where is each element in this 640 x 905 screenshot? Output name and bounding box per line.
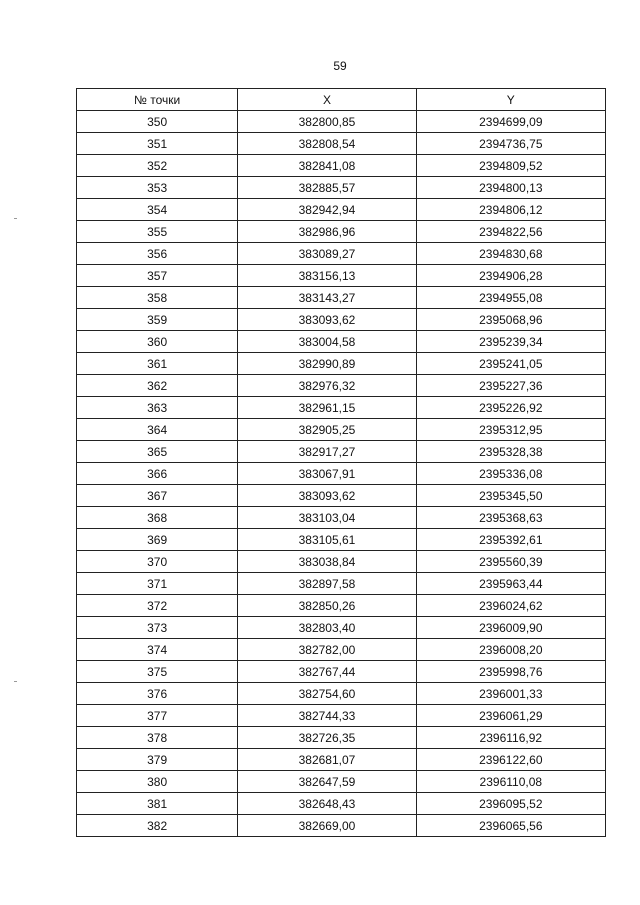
- point-number-cell: 354: [77, 199, 238, 221]
- x-coordinate-cell: 383143,27: [238, 287, 416, 309]
- y-coordinate-cell: 2395560,39: [416, 551, 605, 573]
- table-row: [77, 353, 606, 375]
- y-coordinate-cell: 2394906,28: [416, 265, 605, 287]
- page-number: 59: [333, 59, 347, 73]
- x-coordinate-cell: 382744,33: [238, 705, 416, 727]
- x-coordinate-cell: 382990,89: [238, 353, 416, 375]
- table-row: [77, 221, 606, 243]
- x-coordinate-cell: 382986,96: [238, 221, 416, 243]
- header-x: X: [238, 89, 416, 111]
- x-coordinate-cell: 382850,26: [238, 595, 416, 617]
- table-row: [77, 705, 606, 727]
- point-number-cell: 373: [77, 617, 238, 639]
- x-coordinate-cell: 383004,58: [238, 331, 416, 353]
- margin-mark: [14, 218, 17, 219]
- point-number-cell: 361: [77, 353, 238, 375]
- point-number-cell: 352: [77, 155, 238, 177]
- table-row: [77, 727, 606, 749]
- y-coordinate-cell: 2395998,76: [416, 661, 605, 683]
- x-coordinate-cell: 382754,60: [238, 683, 416, 705]
- table-row: [77, 639, 606, 661]
- point-number-cell: 374: [77, 639, 238, 661]
- table-row: [77, 111, 606, 133]
- y-coordinate-cell: 2394806,12: [416, 199, 605, 221]
- x-coordinate-cell: 382669,00: [238, 815, 416, 837]
- point-number-cell: 369: [77, 529, 238, 551]
- table-row: [77, 507, 606, 529]
- point-number-cell: 376: [77, 683, 238, 705]
- table-row: [77, 683, 606, 705]
- table-row: [77, 463, 606, 485]
- y-coordinate-cell: 2396008,20: [416, 639, 605, 661]
- table-row: [77, 397, 606, 419]
- x-coordinate-cell: 382885,57: [238, 177, 416, 199]
- x-coordinate-cell: 383093,62: [238, 309, 416, 331]
- x-coordinate-cell: 382681,07: [238, 749, 416, 771]
- margin-mark: [14, 681, 17, 682]
- x-coordinate-cell: 382647,59: [238, 771, 416, 793]
- point-number-cell: 365: [77, 441, 238, 463]
- table-row: [77, 419, 606, 441]
- y-coordinate-cell: 2395345,50: [416, 485, 605, 507]
- point-number-cell: 364: [77, 419, 238, 441]
- y-coordinate-cell: 2395336,08: [416, 463, 605, 485]
- table-body: [77, 111, 606, 837]
- point-number-cell: 356: [77, 243, 238, 265]
- table-row: [77, 793, 606, 815]
- table-row: [77, 133, 606, 155]
- point-number-cell: 372: [77, 595, 238, 617]
- y-coordinate-cell: 2394822,56: [416, 221, 605, 243]
- x-coordinate-cell: 382767,44: [238, 661, 416, 683]
- x-coordinate-cell: 382782,00: [238, 639, 416, 661]
- table-row: [77, 551, 606, 573]
- table-row: [77, 815, 606, 837]
- point-number-cell: 351: [77, 133, 238, 155]
- point-number-cell: 357: [77, 265, 238, 287]
- point-number-cell: 350: [77, 111, 238, 133]
- point-number-cell: 360: [77, 331, 238, 353]
- y-coordinate-cell: 2395226,92: [416, 397, 605, 419]
- point-number-cell: 380: [77, 771, 238, 793]
- y-coordinate-cell: 2395241,05: [416, 353, 605, 375]
- y-coordinate-cell: 2396122,60: [416, 749, 605, 771]
- x-coordinate-cell: 382808,54: [238, 133, 416, 155]
- x-coordinate-cell: 382841,08: [238, 155, 416, 177]
- point-number-cell: 363: [77, 397, 238, 419]
- point-number-cell: 381: [77, 793, 238, 815]
- x-coordinate-cell: 383103,04: [238, 507, 416, 529]
- y-coordinate-cell: 2395312,95: [416, 419, 605, 441]
- point-number-cell: 359: [77, 309, 238, 331]
- point-number-cell: 382: [77, 815, 238, 837]
- x-coordinate-cell: 383105,61: [238, 529, 416, 551]
- x-coordinate-cell: 382897,58: [238, 573, 416, 595]
- x-coordinate-cell: 382800,85: [238, 111, 416, 133]
- x-coordinate-cell: 382803,40: [238, 617, 416, 639]
- x-coordinate-cell: 382726,35: [238, 727, 416, 749]
- table-row: [77, 661, 606, 683]
- x-coordinate-cell: 382942,94: [238, 199, 416, 221]
- x-coordinate-cell: 383067,91: [238, 463, 416, 485]
- y-coordinate-cell: 2394800,13: [416, 177, 605, 199]
- table-row: [77, 331, 606, 353]
- header-y: Y: [416, 89, 605, 111]
- y-coordinate-cell: 2396024,62: [416, 595, 605, 617]
- y-coordinate-cell: 2394809,52: [416, 155, 605, 177]
- point-number-cell: 379: [77, 749, 238, 771]
- y-coordinate-cell: 2396061,29: [416, 705, 605, 727]
- x-coordinate-cell: 383089,27: [238, 243, 416, 265]
- point-number-cell: 368: [77, 507, 238, 529]
- y-coordinate-cell: 2394699,09: [416, 111, 605, 133]
- table-row: [77, 155, 606, 177]
- point-number-cell: 362: [77, 375, 238, 397]
- y-coordinate-cell: 2395227,36: [416, 375, 605, 397]
- y-coordinate-cell: 2396095,52: [416, 793, 605, 815]
- table-row: [77, 243, 606, 265]
- table-row: [77, 617, 606, 639]
- table-row: [77, 375, 606, 397]
- y-coordinate-cell: 2394955,08: [416, 287, 605, 309]
- point-number-cell: 371: [77, 573, 238, 595]
- table-row: [77, 441, 606, 463]
- point-number-cell: 378: [77, 727, 238, 749]
- table-row: [77, 771, 606, 793]
- y-coordinate-cell: 2395239,34: [416, 331, 605, 353]
- table-header-row: [77, 89, 606, 111]
- table-row: [77, 573, 606, 595]
- table-row: [77, 309, 606, 331]
- y-coordinate-cell: 2396116,92: [416, 727, 605, 749]
- y-coordinate-cell: 2396001,33: [416, 683, 605, 705]
- point-number-cell: 366: [77, 463, 238, 485]
- x-coordinate-cell: 383156,13: [238, 265, 416, 287]
- x-coordinate-cell: 382648,43: [238, 793, 416, 815]
- point-number-cell: 358: [77, 287, 238, 309]
- y-coordinate-cell: 2396009,90: [416, 617, 605, 639]
- point-number-cell: 353: [77, 177, 238, 199]
- table-row: [77, 265, 606, 287]
- y-coordinate-cell: 2396110,08: [416, 771, 605, 793]
- point-number-cell: 370: [77, 551, 238, 573]
- y-coordinate-cell: 2396065,56: [416, 815, 605, 837]
- y-coordinate-cell: 2394736,75: [416, 133, 605, 155]
- point-number-cell: 367: [77, 485, 238, 507]
- x-coordinate-cell: 382976,32: [238, 375, 416, 397]
- x-coordinate-cell: 383038,84: [238, 551, 416, 573]
- x-coordinate-cell: 383093,62: [238, 485, 416, 507]
- y-coordinate-cell: 2394830,68: [416, 243, 605, 265]
- y-coordinate-cell: 2395068,96: [416, 309, 605, 331]
- x-coordinate-cell: 382905,25: [238, 419, 416, 441]
- table-row: [77, 199, 606, 221]
- table-row: [77, 595, 606, 617]
- header-point-number: № точки: [77, 89, 238, 111]
- x-coordinate-cell: 382961,15: [238, 397, 416, 419]
- table-row: [77, 749, 606, 771]
- table-row: [77, 485, 606, 507]
- coordinates-table: [76, 88, 606, 837]
- table-row: [77, 287, 606, 309]
- y-coordinate-cell: 2395963,44: [416, 573, 605, 595]
- point-number-cell: 377: [77, 705, 238, 727]
- table-row: [77, 529, 606, 551]
- y-coordinate-cell: 2395328,38: [416, 441, 605, 463]
- point-number-cell: 375: [77, 661, 238, 683]
- point-number-cell: 355: [77, 221, 238, 243]
- table-row: [77, 177, 606, 199]
- y-coordinate-cell: 2395392,61: [416, 529, 605, 551]
- y-coordinate-cell: 2395368,63: [416, 507, 605, 529]
- x-coordinate-cell: 382917,27: [238, 441, 416, 463]
